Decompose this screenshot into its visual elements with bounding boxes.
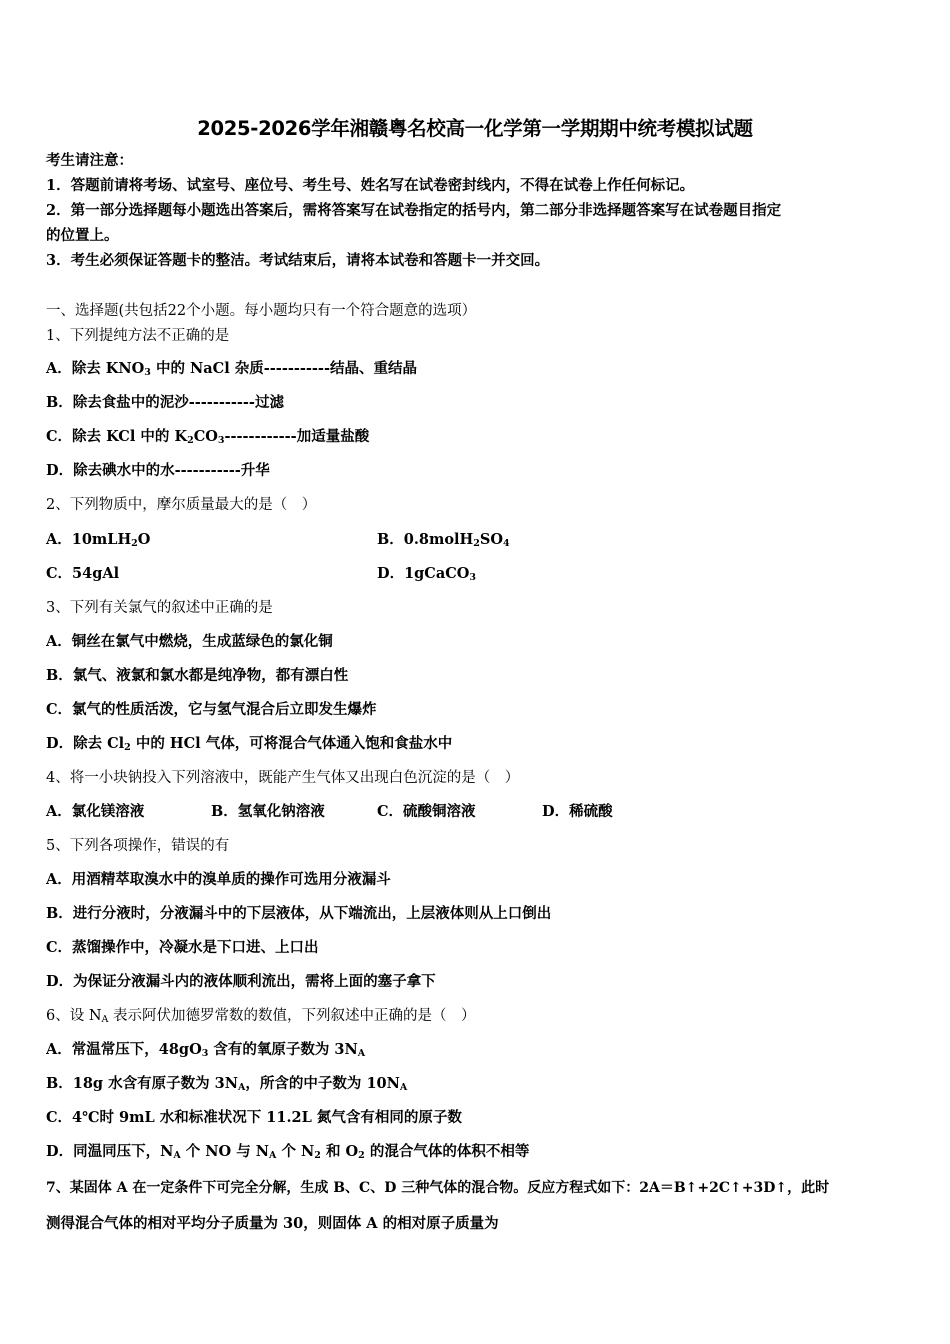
- question-1-option-c: C．除去 KCl 中的 $K_2CO_3------------$加适量盐酸: [46, 428, 370, 446]
- question-5-option-c: C．蒸馏操作中，冷凝水是下口进、上口出: [46, 939, 319, 956]
- question-3-option-c: C．氯气的性质活泼，它与氢气混合后立即发生爆炸: [46, 701, 377, 718]
- question-6-option-c: C．4℃时 9mL 水和标准状况下 11.2L 氮气含有相同的原子数: [46, 1109, 462, 1126]
- notice-item-2-cont: 的位置上。: [46, 227, 119, 244]
- question-5-option-a: A．用酒精萃取溴水中的溴单质的操作可选用分液漏斗: [46, 871, 391, 888]
- question-2-option-c: C．54gAl: [46, 565, 120, 582]
- question-3-option-d: D．除去 $Cl_2$ 中的 HCl 气体，可将混合气体通入饱和食盐水中: [46, 735, 453, 753]
- question-5-option-d: D．为保证分液漏斗内的液体顺利流出，需将上面的塞子拿下: [46, 973, 436, 990]
- question-4-option-a: A．氯化镁溶液: [46, 803, 145, 820]
- question-4-stem: 4、将一小块钠投入下列溶液中，既能产生气体又出现白色沉淀的是（ ）: [46, 770, 520, 786]
- notice-item-2: 2．第一部分选择题每小题选出答案后，需将答案写在试卷指定的括号内，第二部分非选择题答案写在试卷题目指定: [46, 202, 782, 219]
- question-4-option-c: C．硫酸铜溶液: [377, 803, 476, 820]
- question-4-option-d: D．稀硫酸: [542, 803, 613, 820]
- notice-item-3: 3．考生必须保证答题卡的整洁。考试结束后，请将本试卷和答题卡一并交回。: [46, 252, 550, 269]
- question-7-line-1: 7、某固体 A 在一定条件下可完全分解，生成 B、C、D 三种气体的混合物。反应方程式如下：2A＝B↑+2C↑+3D↑，此时: [46, 1180, 830, 1196]
- question-1-option-a: A．除去 $KNO_3$ 中的 NaCl 杂质-----------结晶、重结晶: [46, 360, 417, 378]
- question-6-option-a: A．常温常压下，$48gO_3$ 含有的氧原子数为 $3N_A$: [46, 1041, 366, 1059]
- question-2-option-a: A．10mLH$_2$O: [46, 531, 151, 549]
- question-1-option-b: B．除去食盐中的泥沙-----------过滤: [46, 394, 284, 411]
- notice-heading: 考生请注意：: [46, 152, 133, 169]
- section-heading: 一、选择题(共包括22个小题。每小题均只有一个符合题意的选项）: [46, 303, 477, 319]
- page-title: 2025-2026学年湘赣粤名校高一化学第一学期期中统考模拟试题: [197, 117, 753, 140]
- question-2-option-b: B．$0.8molH_2SO_4$: [377, 531, 510, 549]
- question-4-option-b: B．氢氧化钠溶液: [211, 803, 325, 820]
- question-3-option-a: A．铜丝在氯气中燃烧，生成蓝绿色的氯化铜: [46, 633, 333, 650]
- notice-item-1: 1．答题前请将考场、试室号、座位号、考生号、姓名写在试卷密封线内，不得在试卷上作任何标记。: [46, 177, 695, 194]
- question-6-option-d: D．同温同压下，$N_A$ 个 NO 与 $N_A$ 个 $N_2$ 和 $O_2$ 的混合气体的体积不相等: [46, 1143, 530, 1161]
- question-2-stem: 2、下列物质中，摩尔质量最大的是（ ）: [46, 497, 317, 513]
- question-1-option-d: D．除去碘水中的水-----------升华: [46, 462, 270, 479]
- question-3-option-b: B．氯气、液氯和氯水都是纯净物，都有漂白性: [46, 667, 349, 684]
- question-6-stem: 6、设 $N_A$ 表示阿伏加德罗常数的数值，下列叙述中正确的是（ ）: [46, 1008, 476, 1025]
- question-5-option-b: B．进行分液时，分液漏斗中的下层液体，从下端流出，上层液体则从上口倒出: [46, 905, 552, 922]
- question-7-line-2: 测得混合气体的相对平均分子质量为 30，则固体 A 的相对原子质量为: [46, 1215, 499, 1232]
- question-1-stem: 1、下列提纯方法不正确的是: [46, 328, 230, 344]
- question-5-stem: 5、下列各项操作，错误的有: [46, 838, 230, 854]
- question-2-option-d: D．1gCaCO$_3$: [377, 565, 477, 583]
- question-3-stem: 3、下列有关氯气的叙述中正确的是: [46, 600, 273, 616]
- question-6-option-b: B．18g 水含有原子数为 $3N_A$，所含的中子数为 $10N_A$: [46, 1075, 408, 1093]
